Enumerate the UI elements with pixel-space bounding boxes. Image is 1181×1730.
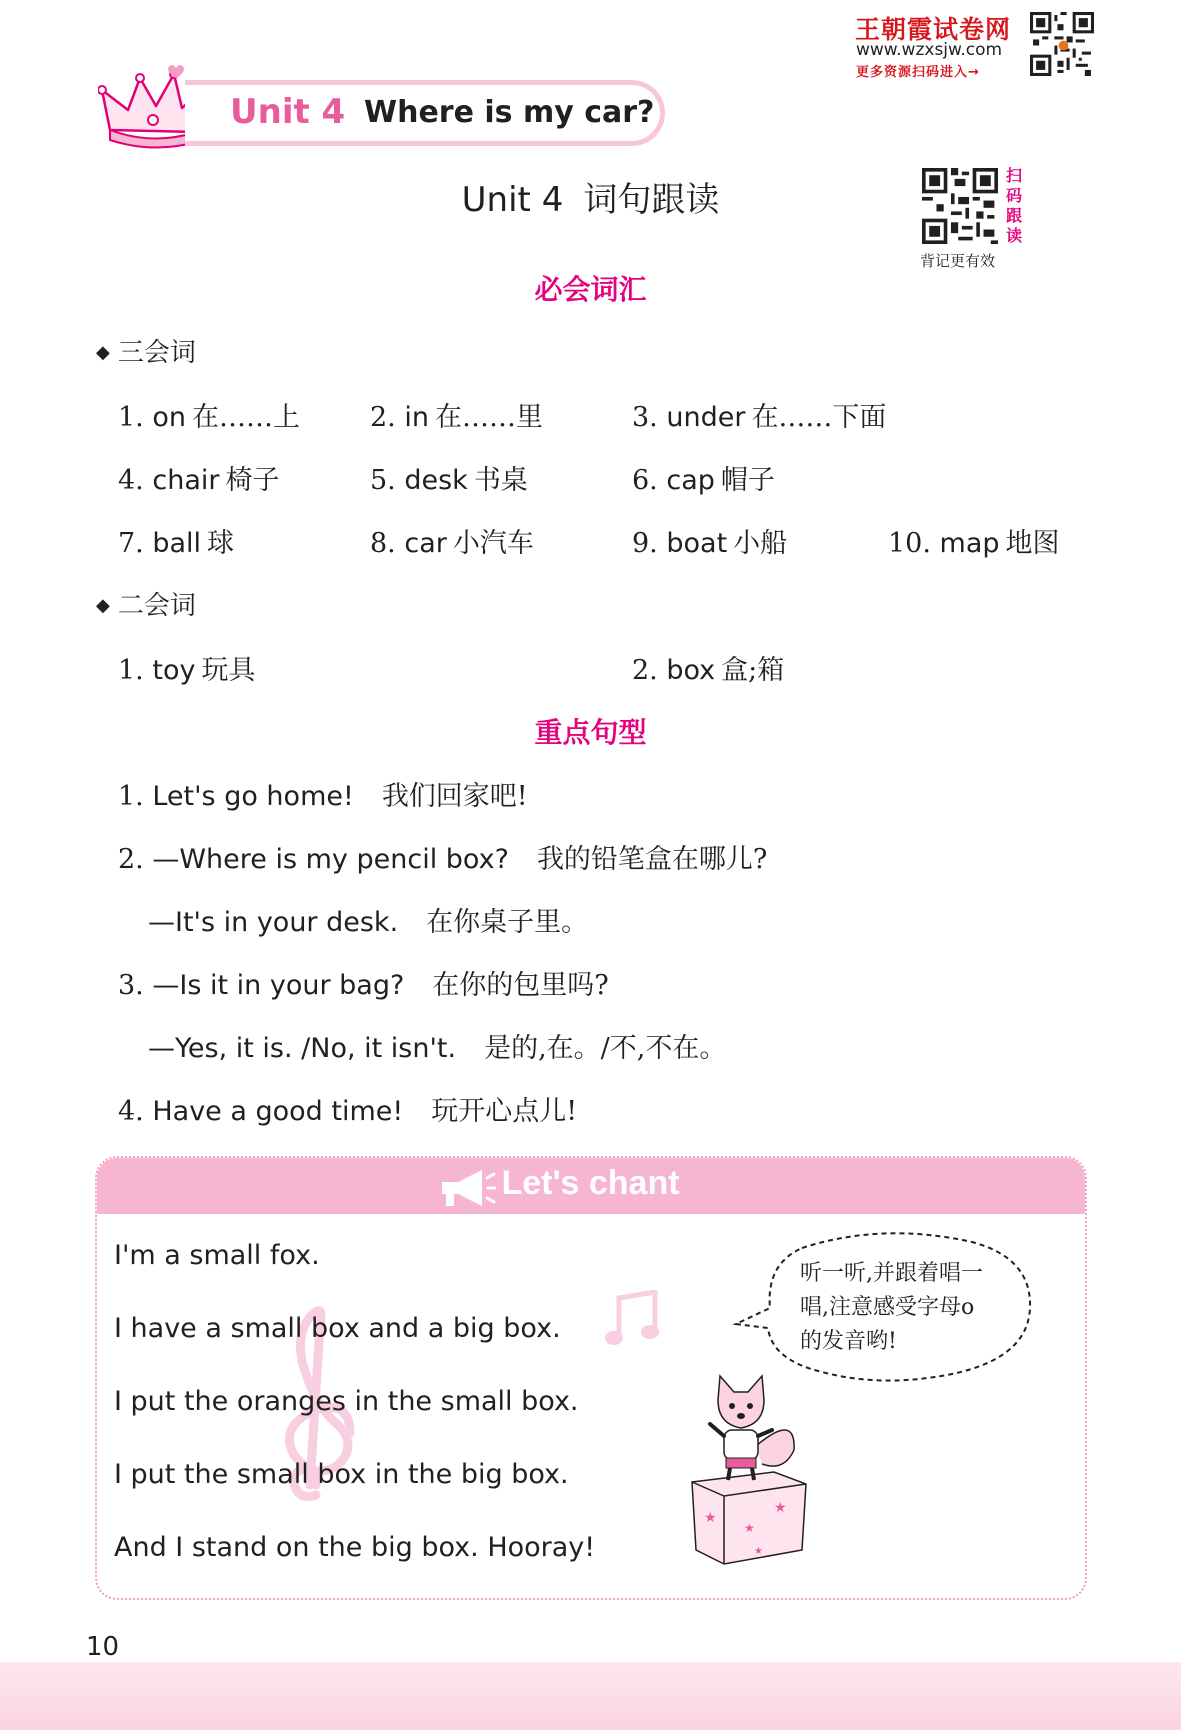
- vocab-item: 1. on 在……上: [118, 402, 300, 433]
- vocab-three-heading: [96, 332, 196, 369]
- sentence-section-title: 重点句型: [534, 716, 647, 749]
- scan-follow-read-label: [1003, 166, 1025, 246]
- scan-caption: 背记更有效: [920, 252, 996, 270]
- scan-char: 码: [1005, 186, 1022, 205]
- unit-label: Unit 4: [230, 92, 346, 132]
- chant-line: I'm a small fox.: [114, 1240, 320, 1271]
- vocab-item: 9. boat 小船: [632, 528, 788, 559]
- scan-char: 读: [1005, 226, 1022, 245]
- bottom-decoration-band: [0, 1662, 1181, 1730]
- bubble-text: [800, 1257, 1030, 1359]
- chant-line: I put the small box in the big box.: [114, 1459, 569, 1490]
- page-title-subtitle: 词句跟读: [583, 180, 720, 220]
- vocab-item: 4. chair 椅子: [118, 465, 280, 496]
- music-note-icon: [605, 1290, 661, 1350]
- brand-qr-code-icon[interactable]: [1030, 12, 1094, 76]
- vocab-three-title: 三会词: [117, 338, 196, 368]
- vocab-section-title: 必会词汇: [534, 273, 647, 306]
- sentence-item: —It's in your desk. 在你桌子里。: [148, 907, 589, 938]
- vocab-item: 2. box 盒;箱: [632, 655, 785, 686]
- vocab-item: 6. cap 帽子: [632, 465, 775, 496]
- page-number: 10: [86, 1632, 120, 1662]
- sentence-item: 3. —Is it in your bag? 在你的包里吗?: [118, 970, 609, 1001]
- vocab-item: 2. in 在……里: [370, 402, 543, 433]
- svg-text:★: ★: [704, 1510, 717, 1526]
- scan-char: 扫: [1005, 166, 1022, 185]
- page-title-unit: Unit 4: [461, 180, 564, 220]
- fox-on-box-icon: [684, 1372, 814, 1568]
- vocab-item: 7. ball 球: [118, 528, 235, 559]
- bubble-line: 的发音哟!: [800, 1329, 897, 1354]
- vocab-item: 1. toy 玩具: [118, 655, 256, 686]
- sentence-item: —Yes, it is. /No, it isn't. 是的,在。/不,不在。: [148, 1033, 727, 1064]
- brand-name: 王朝霞试卷网: [855, 15, 1012, 44]
- chant-title: Let's chant: [501, 1164, 680, 1202]
- svg-text:★: ★: [754, 1546, 763, 1557]
- diamond-bullet-icon: ◆: [96, 342, 110, 363]
- svg-text:★: ★: [774, 1500, 787, 1516]
- bubble-line: 唱,注意感受字母o: [800, 1295, 975, 1320]
- bubble-line: 听一听,并跟着唱一: [800, 1261, 983, 1286]
- diamond-bullet-icon: ◆: [96, 595, 110, 616]
- follow-read-qr-code-icon[interactable]: [922, 168, 998, 244]
- chant-line: And I stand on the big box. Hooray!: [114, 1532, 596, 1563]
- sentence-item: 2. —Where is my pencil box? 我的铅笔盒在哪儿?: [118, 844, 768, 875]
- vocab-item: 3. under 在……下面: [632, 402, 887, 433]
- sentence-item: 1. Let's go home! 我们回家吧!: [118, 781, 528, 812]
- brand-url[interactable]: www.wzxsjw.com: [856, 40, 1003, 60]
- vocab-two-heading: [96, 585, 196, 622]
- svg-text:★: ★: [744, 1521, 755, 1535]
- vocab-item: 5. desk 书桌: [370, 465, 528, 496]
- chant-line: I put the oranges in the small box.: [114, 1386, 579, 1417]
- brand-tagline: 更多资源扫码进入→: [856, 65, 980, 80]
- sentence-item: 4. Have a good time! 玩开心点儿!: [118, 1096, 578, 1127]
- scan-char: 跟: [1005, 206, 1022, 225]
- vocab-two-title: 二会词: [117, 591, 196, 621]
- chant-line: I have a small box and a big box.: [114, 1313, 561, 1344]
- vocab-item: 10. map 地图: [888, 528, 1060, 559]
- vocab-item: 8. car 小汽车: [370, 528, 534, 559]
- unit-title: Where is my car?: [364, 95, 655, 130]
